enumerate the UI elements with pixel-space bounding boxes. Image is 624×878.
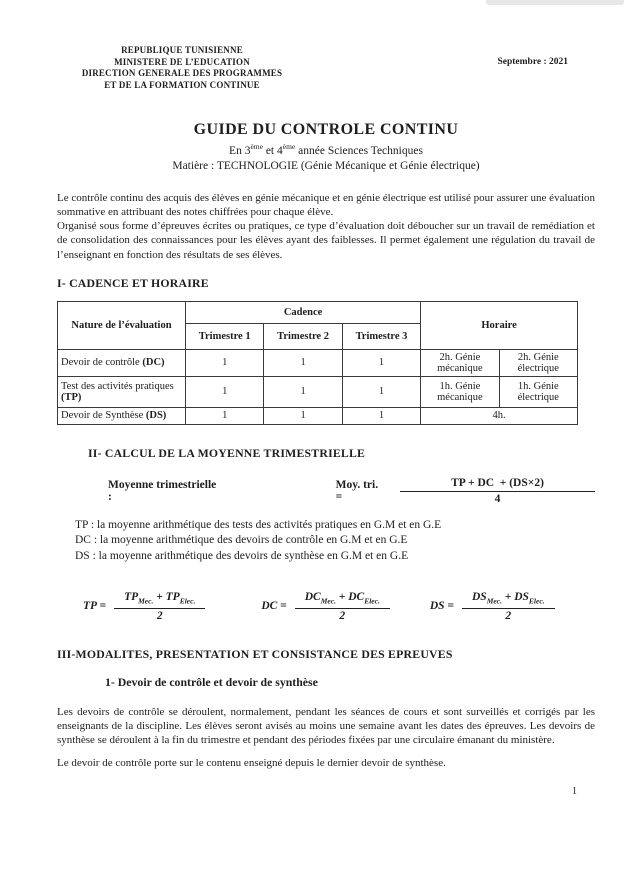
average-formula-lhs: Moy. tri. = xyxy=(335,478,379,503)
definition-tp: TP : la moyenne arithmétique des tests des activités pratiques en G.M et en G.E xyxy=(75,518,442,531)
evaluation-label-cell xyxy=(58,349,186,376)
evaluation-label: Devoir de contrôle xyxy=(61,357,143,369)
table-header-row-1 xyxy=(58,301,578,323)
evaluation-abbr: (DS) xyxy=(145,410,167,422)
term: TP xyxy=(124,591,139,604)
average-formula-label: Moyenne trimestrielle : xyxy=(108,478,217,503)
cadence-horaire-table xyxy=(57,301,578,425)
evaluation-label-cell xyxy=(58,376,186,407)
document-date: Septembre : 2021 xyxy=(497,57,568,67)
count-cell: 1 xyxy=(264,349,342,376)
scan-artifact xyxy=(486,0,624,5)
operator: + xyxy=(335,591,349,604)
tp-formula xyxy=(83,591,205,621)
nature-header-cell: Nature de l’évaluation xyxy=(58,301,186,349)
formula-lhs: TP = xyxy=(83,600,107,613)
term-subscript: Elec. xyxy=(528,596,545,606)
ds-fraction xyxy=(462,591,555,621)
count-cell: 1 xyxy=(186,407,264,424)
letterhead-line: DIRECTION GENERALE DES PROGRAMMES xyxy=(81,68,283,78)
horaire-ge-cell: 2h. Génie électrique xyxy=(499,349,577,376)
fraction-numerator xyxy=(114,591,205,608)
evaluation-abbr: (DC) xyxy=(142,357,165,369)
abbreviation-definitions xyxy=(75,518,595,565)
fraction-numerator: TP + DC + (DS×2) xyxy=(400,477,595,492)
fraction-denominator: 2 xyxy=(505,609,512,622)
component-formulas xyxy=(83,591,595,621)
term-subscript: Mec. xyxy=(138,596,154,606)
section-1-heading: I- CADENCE ET HORAIRE xyxy=(57,275,209,290)
title-block xyxy=(57,121,595,175)
count-cell: 1 xyxy=(264,376,342,407)
trimestre-2-header-cell: Trimestre 2 xyxy=(264,323,342,349)
table-row xyxy=(58,376,578,407)
fraction-denominator: 2 xyxy=(156,609,163,622)
letterhead-line: ET DE LA FORMATION CONTINUE xyxy=(104,79,260,90)
term-subscript: Mec. xyxy=(486,596,502,606)
ordinal-suffix: ème xyxy=(282,142,296,151)
count-cell: 1 xyxy=(186,349,264,376)
evaluation-label-cell xyxy=(58,407,186,424)
subtitle-line-2: Matière : TECHNOLOGIE (Génie Mécanique et Génie électrique) xyxy=(172,160,480,173)
horaire-ge-cell: 1h. Génie électrique xyxy=(499,376,577,407)
letterhead-line: REPUBLIQUE TUNISIENNE xyxy=(121,45,243,55)
subtitle-text: En 3 xyxy=(229,144,251,157)
intro-paragraph-1: Le contrôle continu des acquis des élèves en génie mécanique et en génie électrique est utilisé pour assurer une évaluation sommative en attribuant des notes chiffrées pour chaque élève. xyxy=(57,191,595,219)
trimestre-1-header-cell: Trimestre 1 xyxy=(186,323,264,349)
definition-dc: DC : la moyenne arithmétique des devoirs de contrôle en G.M et en G.E xyxy=(75,534,408,547)
term: DC xyxy=(304,591,321,604)
section-3-heading: III-MODALITES, PRESENTATION ET CONSISTANCE DES EPREUVES xyxy=(57,646,453,661)
table-row xyxy=(58,407,578,424)
dc-fraction xyxy=(295,591,390,621)
count-cell: 1 xyxy=(264,407,342,424)
evaluation-label: Test des activités pratiques xyxy=(61,380,174,392)
ds-formula xyxy=(430,591,555,621)
fraction-denominator: 4 xyxy=(494,492,501,505)
subtitle-text: année Sciences Techniques xyxy=(295,144,423,157)
term-subscript: Mec. xyxy=(320,596,336,606)
count-cell: 1 xyxy=(342,376,420,407)
term: DC xyxy=(348,591,365,604)
fraction-numerator xyxy=(295,591,390,608)
formula-lhs: DS = xyxy=(429,600,454,613)
term: TP xyxy=(165,591,180,604)
header xyxy=(57,0,595,91)
horaire-header-cell: Horaire xyxy=(421,301,578,349)
section-3-paragraph-1: Les devoirs de contrôle se déroulent, normalement, pendant les séances de cours et sont surveillés et corrigés par les enseignants de la discipline. Les élèves seront avisés au moins une semaine avant les dates des épreuves. Les devoirs de synthèse se déroulent à la fin du trimestre et pendant des périodes fixées par une circulaire émanant du ministère. xyxy=(57,705,595,747)
letterhead-line: MINISTERE DE L’EDUCATION xyxy=(114,56,250,67)
section-3-paragraph-2: Le devoir de contrôle porte sur le contenu enseigné depuis le dernier devoir de synthèse. xyxy=(57,757,446,770)
definition-ds: DS : la moyenne arithmétique des devoirs de synthèse en G.M et en G.E xyxy=(75,549,409,562)
ordinal-suffix: ème xyxy=(250,142,263,151)
fraction-numerator xyxy=(462,591,555,608)
intro-paragraph-2: Organisé sous forme d’épreuves écrites ou pratiques, ce type d’évaluation doit déboucher sur un travail de remédiation et de consolidation des connaissances pour les élèves ayant des faiblesses. Il permet également une régulation du travail de l’enseignant en fonction des résultats de ses élèves. xyxy=(57,220,595,261)
document-title: GUIDE DU CONTROLE CONTINU xyxy=(193,121,459,138)
evaluation-abbr: (TP) xyxy=(61,391,82,403)
count-cell: 1 xyxy=(342,407,420,424)
subsection-1-heading: 1- Devoir de contrôle et devoir de synthèse xyxy=(105,674,318,689)
subtitle-line-1 xyxy=(57,139,595,159)
horaire-gm-cell: 2h. Génie mécanique xyxy=(421,349,499,376)
term-subscript: Elec. xyxy=(364,596,380,606)
count-cell: 1 xyxy=(186,376,264,407)
letterhead xyxy=(63,45,301,91)
average-formula xyxy=(57,477,595,505)
operator: + xyxy=(501,591,515,604)
page-number: 1 xyxy=(572,786,577,797)
horaire-gm-cell: 1h. Génie mécanique xyxy=(421,376,499,407)
trimestre-3-header-cell: Trimestre 3 xyxy=(342,323,420,349)
cadence-header-cell: Cadence xyxy=(186,301,421,323)
evaluation-label: Devoir de Synthèse xyxy=(61,410,146,422)
term: DS xyxy=(514,591,529,604)
horaire-merged-cell: 4h. xyxy=(421,407,578,424)
operator: + xyxy=(153,591,166,604)
count-cell: 1 xyxy=(342,349,420,376)
table-row xyxy=(58,349,578,376)
average-fraction xyxy=(400,477,595,505)
subtitle-text: et 4 xyxy=(262,144,283,157)
dc-formula xyxy=(261,591,390,621)
term-subscript: Elec. xyxy=(179,596,196,606)
tp-fraction xyxy=(114,591,205,621)
formula-lhs: DC = xyxy=(261,600,287,613)
term: DS xyxy=(471,591,487,604)
section-2-heading: II- CALCUL DE LA MOYENNE TRIMESTRIELLE xyxy=(88,445,366,460)
fraction-denominator: 2 xyxy=(339,609,346,622)
